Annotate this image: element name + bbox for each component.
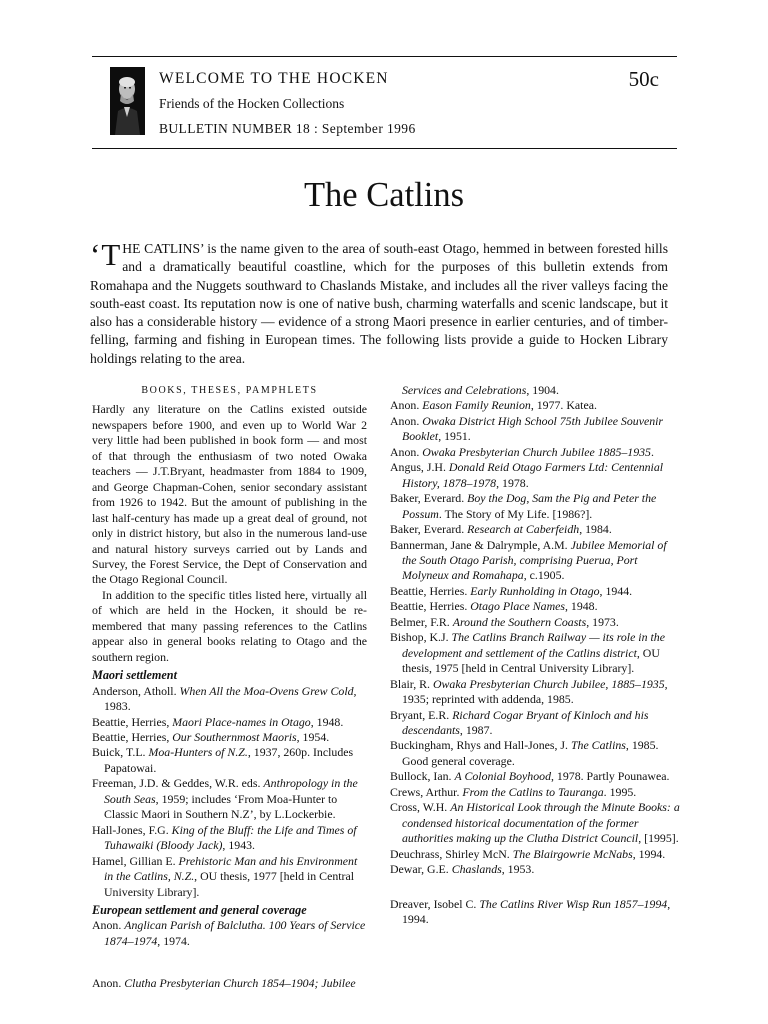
bib-entry: Buckingham, Rhys and Hall-Jones, J. The Catlins, 1985. Good general coverage. bbox=[390, 738, 659, 768]
bib-entry: Bannerman, Jane & Dalrymple, A.M. Jubilee Memorial of the South Otago Parish, comprising Puerua, Port Molyneux and Romahapa, c.1905. bbox=[390, 537, 667, 583]
bib-entry: Beattie, Herries, Maori Place-names in Otago, 1948. bbox=[92, 714, 344, 729]
bib-entry: Hall-Jones, F.G. King of the Bluff: the Life and Times of Tuhawaiki (Bloody Jack), 1943. bbox=[92, 822, 357, 853]
bib-entry: Blair, R. Owaka Presbyterian Church Jubilee, 1885–1935, 1935; reprinted with addenda, 1985. bbox=[390, 676, 668, 707]
right-column bbox=[390, 383, 680, 927]
bib-entry: Deuchrass, Shirley McN. The Blairgowrie McNabs, 1994. bbox=[390, 846, 666, 861]
bib-entry: Beattie, Herries. Otago Place Names, 1948. bbox=[390, 599, 598, 614]
bib-entry: Freeman, J.D. & Geddes, W.R. eds. Anthropology in the South Seas, 1959; includes ‘From Moa-Hunter to Classic Maori in Southern N.Z’, by L.Lockerbie. bbox=[92, 776, 358, 822]
bib-entry: Bryant, E.R. Richard Cogar Bryant of Kinloch and his descendants, 1987. bbox=[390, 707, 649, 737]
left-paragraph-1: Hardly any literature on the Catlins existed outside newspapers before 1900, and even up to World War 2 very little had been published in book form — and most of that through the enthusiasm of two noted Owaka teachers — J.T.Bryant, headmaster from 1884 to 1909, and George Chapman-Cohen, senior secondary assistant from 1926 to 1942. But the amount of publishing in the last half-century has made up a great deal of ground, not only in district history, but also in the numerous land-use and natural history surveys carried out by Lands and Survey, the Forest Service, the Dept of Conservation and the Otago Regional Council. bbox=[92, 402, 367, 587]
bib-entry: Baker, Everard. Boy the Dog, Sam the Pig and Peter the Possum. The Story of My Life. [1986?]. bbox=[390, 491, 657, 521]
bib-entry: Beattie, Herries, Our Southernmost Maoris, 1954. bbox=[92, 729, 330, 744]
left-column bbox=[92, 383, 367, 992]
bib-entry: Cross, W.H. An Historical Look through the Minute Books: a condensed historical documentation of the former authorities making up the Clutha District Council, [1995]. bbox=[390, 800, 680, 846]
header-subtitle: Friends of the Hocken Collections bbox=[159, 96, 345, 111]
price-label: 50c bbox=[628, 67, 659, 91]
bib-entry: Anon. Owaka District High School 75th Jubilee Souvenir Booklet, 1951. bbox=[390, 413, 664, 444]
bib-entry: Anon. Anglican Parish of Balclutha. 100 Years of Service 1874–1974, 1974. bbox=[92, 918, 366, 948]
section-heading-books: BOOKS, THESES, PAMPHLETS bbox=[141, 385, 318, 396]
intro-open-quote: ‘ bbox=[90, 237, 101, 272]
bib-entry: Anon. Owaka Presbyterian Church Jubilee 1885–1935. bbox=[390, 444, 654, 459]
bib-entry: Belmer, F.R. Around the Southern Coasts, 1973. bbox=[390, 614, 619, 629]
maori-entries bbox=[92, 684, 367, 900]
header-title: WELCOME TO THE HOCKEN bbox=[159, 70, 389, 87]
subheading-european-settlement: European settlement and general coverage bbox=[92, 902, 307, 917]
article-title: The Catlins bbox=[303, 176, 465, 214]
bib-entry: Bishop, K.J. The Catlins Branch Railway — its role in the development and settlement of the Catlins district, OU thesis, 1975 [held in Central University Library]. bbox=[390, 630, 665, 676]
header-bottom-rule bbox=[92, 148, 677, 149]
bib-entry: Anon. Clutha Presbyterian Church 1854–1904; Jubilee bbox=[92, 976, 356, 991]
subheading-maori-settlement: Maori settlement bbox=[92, 668, 177, 683]
intro-paragraph bbox=[90, 237, 668, 368]
bib-entry: Buick, T.L. Moa-Hunters of N.Z., 1937, 260p. Includes Papatowai. bbox=[92, 745, 354, 775]
bib-entry: Angus, J.H. Donald Reid Otago Farmers Ltd: Centennial History, 1878–1978, 1978. bbox=[390, 460, 664, 490]
bib-entry: Baker, Everard. Research at Caberfeidh, 1984. bbox=[390, 522, 612, 537]
bib-entry-continuation: Services and Celebrations, 1904. bbox=[402, 383, 559, 397]
portrait-image bbox=[110, 67, 145, 135]
intro-text: HE CATLINS’ is the name given to the area of south-east Otago, hemmed in between forested hills and a dramatically beautiful coastline, which for the purposes of this bulletin extends from Romahapa and the Nuggets southward to Chaslands Mistake, and includes all the river valleys facing the south-east coast. Its reputation now is one of native bush, charming waterfalls and scenic landscape, but it also has a considerable history — evidence of a strong Maori presence in earlier centuries, and of timber-felling, farming and fishing in European times. The following lists provide a guide to Hocken Library holdings relating to the area. bbox=[90, 241, 668, 366]
left-paragraph-2: In addition to the specific titles listed here, virtually all of which are held in the Hocken, it should be re-membered that many passing references to the Catlins appear also in general books relating to Otago and the southern region. bbox=[92, 587, 367, 664]
bib-entry: Beattie, Herries. Early Runholding in Otago, 1944. bbox=[390, 583, 633, 598]
top-rule bbox=[92, 56, 677, 57]
bulletin-number: BULLETIN NUMBER 18 : September 1996 bbox=[159, 121, 416, 136]
bib-entry: Anderson, Atholl. When All the Moa-Ovens Grew Cold, 1983. bbox=[92, 683, 357, 714]
bib-entry: Crews, Arthur. From the Catlins to Tauranga. 1995. bbox=[390, 784, 637, 799]
bib-entry: Bullock, Ian. A Colonial Boyhood, 1978. Partly Pounawea. bbox=[390, 769, 670, 784]
bib-entry: Dewar, G.E. Chaslands, 1953. bbox=[390, 862, 535, 877]
bib-entry: Hamel, Gillian E. Prehistoric Man and his Environment in the Catlins, N.Z., OU thesis, 1977 [held in Central University Library]. bbox=[92, 853, 358, 899]
intro-drop-cap: T bbox=[101, 237, 121, 272]
bib-entry: Anon. Eason Family Reunion, 1977. Katea. bbox=[390, 398, 597, 413]
bib-entry: Dreaver, Isobel C. The Catlins River Wisp Run 1857–1994, 1994. bbox=[390, 896, 671, 926]
